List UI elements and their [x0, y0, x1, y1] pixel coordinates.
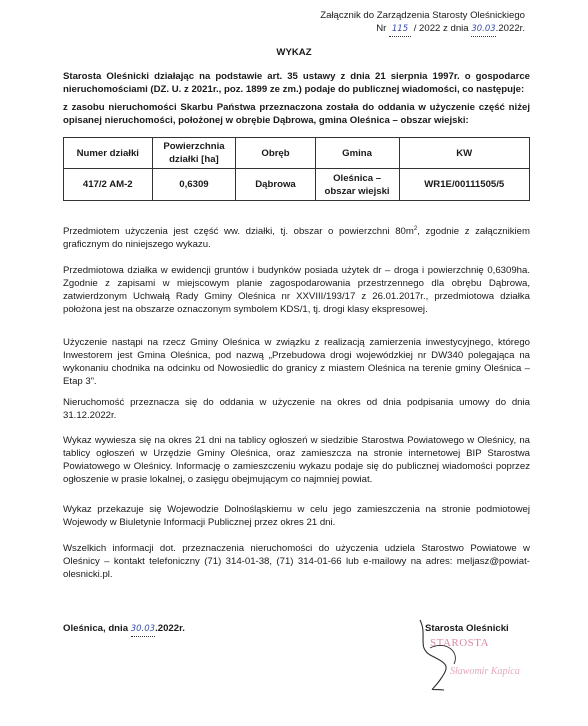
- parcel-table-container: [63, 137, 530, 201]
- annex-header: [125, 9, 525, 37]
- document-title: WYKAZ: [276, 47, 312, 58]
- paragraph-period: Nieruchomość przeznacza się do oddania w użyczenie na okres od dnia podpisania umowy do dnia 31.12.2022r.: [63, 397, 530, 421]
- intro-paragraph-2: z zasobu nieruchomości Skarbu Państwa przeznaczona została do oddania w użyczenie część niżej opisanej nieruchomości, położonej w obrębie Dąbrowa, gmina Oleśnica – obszar wiejski:: [63, 102, 530, 126]
- table-row: [64, 169, 530, 201]
- stamp-signature: Sławomir Kapica: [450, 666, 520, 677]
- table-cell: WR1E/00111505/5: [399, 169, 530, 201]
- intro-paragraph: Starosta Oleśnicki działając na podstawie art. 35 ustawy z dnia 21 sierpnia 1997r. o gospodarce nieruchomościami (DZ. U. z 2021r., poz. 1899 ze zm.) podaje do publicznej wiadomości, co następuje:: [63, 71, 530, 95]
- paragraph-beneficiary: Użyczenie nastąpi na rzecz Gminy Oleśnica w związku z realizacją zamierzenia inwestycyjnego, którego Inwestorem jest Gmina Oleśnica, pod nazwą „Przebudowa drogi wojewódzkiej nr DW340 polegająca na wykonaniu chodnika na odcinku od Nowosiedlic do granicy z miastem Oleśnica na terenie gminy Oleśnica – Etap 3”.: [63, 337, 530, 387]
- table-cell: 417/2 AM-2: [64, 169, 153, 201]
- table-cell: Oleśnica – obszar wiejski: [315, 169, 399, 201]
- signatory-title: Starosta Oleśnicki: [425, 623, 509, 634]
- column-header: Obręb: [236, 138, 315, 169]
- parcel-table: [63, 137, 530, 201]
- handwritten-date: 30.03: [131, 623, 155, 637]
- paragraph-contact: Wszelkich informacji dot. przeznaczenia nieruchomości do użyczenia udziela Starostwo Powiatowe w Oleśnicy – kontakt telefoniczny (71) 314-01-38, (71) 314-01-66 lub e-mailowy na adres: meljasz@powiat-olesnicki.pl.: [63, 543, 530, 580]
- paragraph-publication: Wykaz wywiesza się na okres 21 dni na tablicy ogłoszeń w siedzibie Starostwa Powiatowego w Oleśnicy, na tablicy ogłoszeń w Urzędzie Gminy Oleśnica, oraz zamieszcza na stronie internetowej BIP Starostwa Powiatowego w Oleśnicy. Informację o zamieszczeniu wykazu podaje się do publicznej wiadomości poprzez ogłoszenie w prasie lokalnej, o zasięgu obejmującym co najmniej powiat.: [63, 435, 530, 485]
- signature-scribble: [410, 618, 480, 693]
- table-header-row: [64, 138, 530, 169]
- paragraph-land-use: Przedmiotowa działka w ewidencji gruntów i budynków posiada użytek dr – droga i powierzchnię 0,6309ha. Zgodnie z zapisami w miejscowym planie zagospodarowania przestrzennego dla obrębu Dąbrowa, zatwierdzonym Uchwałą Rady Gminy Oleśnica nr XXVIII/193/17 z 26.01.2017r., przedmiotowa działka położona jest na obszarze oznaczonym symbolem KDS/1, tj. drogi klasy ekspresowej.: [63, 265, 530, 315]
- stamp-title: STAROSTA: [430, 637, 490, 649]
- annex-line: Załącznik do Zarządzenia Starosty Oleśnickiego: [320, 10, 525, 21]
- place-date: Oleśnica, dnia 30.03.2022r.: [63, 622, 185, 637]
- table-cell: Dąbrowa: [236, 169, 315, 201]
- paragraph-subject: Przedmiotem użyczenia jest część ww. działki, tj. obszar o powierzchni $80m^2$, zgodnie z załącznikiem graficznym do niniejszego wykazu.: [63, 225, 531, 250]
- column-header: KW: [399, 138, 530, 169]
- paragraph-voivode: Wykaz przekazuje się Wojewodzie Dolnośląskiemu w celu jego zamieszczenia na stronie podmiotowej Wojewody w Biuletynie Informacji Publicznej przez okres 21 dni.: [63, 504, 530, 528]
- annex-number-line: Nr 115 / 2022 z dnia 30.03.2022r.: [125, 22, 525, 37]
- column-header: Powierzchnia działki [ha]: [152, 138, 236, 169]
- handwritten-date: 30.03: [471, 23, 495, 37]
- column-header: Numer działki: [64, 138, 153, 169]
- handwritten-number: 115: [389, 23, 411, 37]
- column-header: Gmina: [315, 138, 399, 169]
- table-cell: 0,6309: [152, 169, 236, 201]
